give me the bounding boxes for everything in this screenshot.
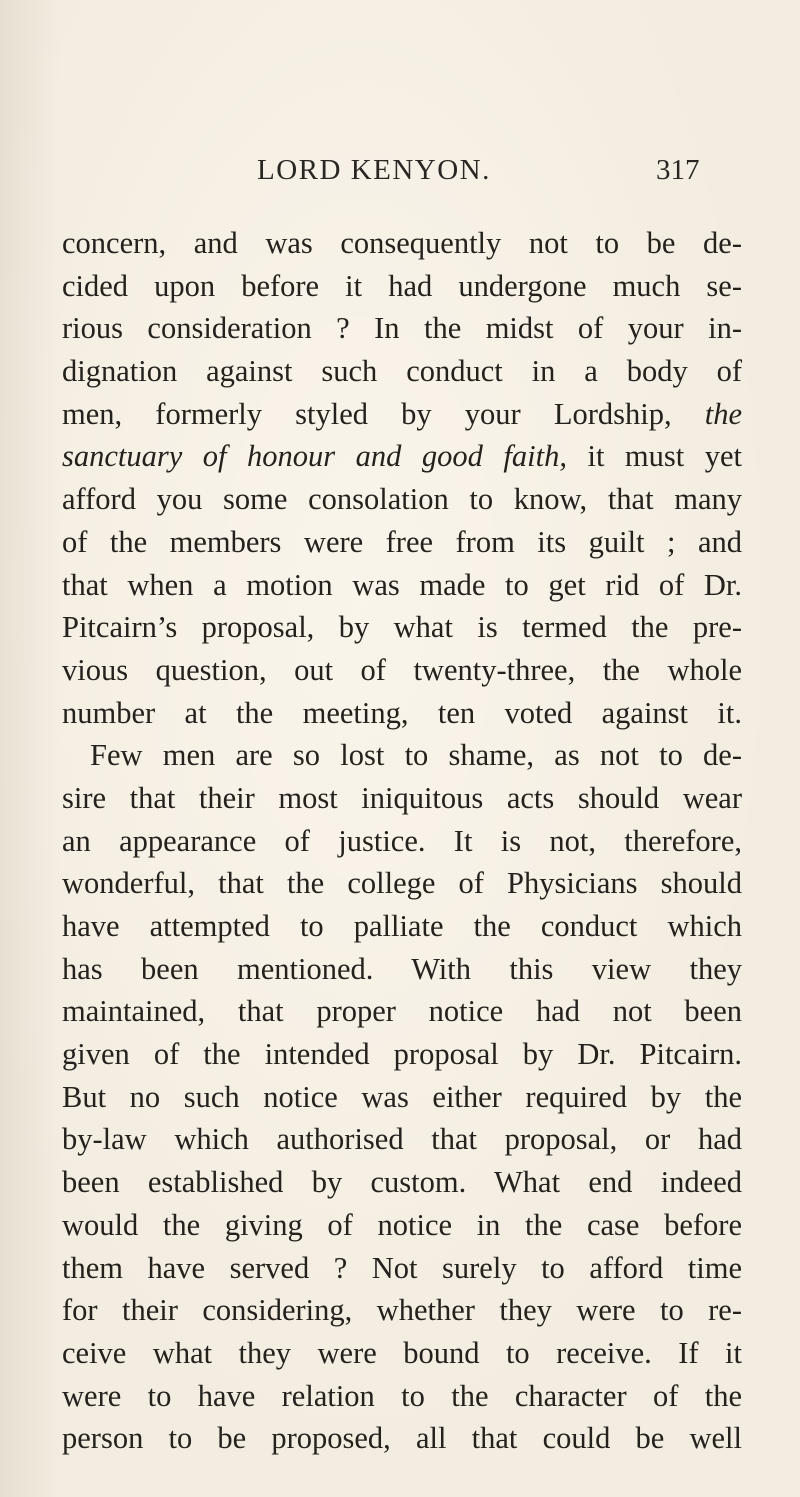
text-line: dignation against such conduct in a body of (62, 354, 742, 389)
text-line: number at the meeting, ten voted against it. (62, 695, 742, 730)
running-head (0, 154, 800, 194)
text-line: by-law which authorised that proposal, or had (62, 1122, 742, 1157)
running-head-title: LORD KENYON. (257, 154, 491, 186)
text-line: But no such notice was either required by the (62, 1079, 742, 1114)
text-line: were to have relation to the character of the (62, 1378, 742, 1413)
text-line: vious question, out of twenty-three, the whole (62, 652, 742, 687)
text-line: has been mentioned. With this view they (62, 951, 742, 986)
text-line: person to be proposed, all that could be well (62, 1421, 742, 1456)
text-line: an appearance of justice. It is not, therefore, (62, 823, 742, 858)
text-line: afford you some consolation to know, that many (62, 482, 742, 517)
text-line: given of the intended proposal by Dr. Pitcairn. (62, 1037, 742, 1072)
text-line: rious consideration ? In the midst of your in- (62, 311, 742, 346)
text-line (62, 393, 742, 436)
page-number: 317 (656, 154, 700, 186)
text-line: of the members were free from its guilt ; and (62, 524, 742, 559)
text-line: maintained, that proper notice had not been (62, 994, 742, 1029)
text-line: ceive what they were bound to receive. If it (62, 1335, 742, 1370)
text-line: been established by custom. What end indeed (62, 1165, 742, 1200)
italic-text: the (704, 396, 743, 431)
text-line: sire that their most iniquitous acts should wear (62, 780, 742, 815)
text-line: Few men are so lost to shame, as not to de- (90, 738, 742, 773)
body-text (62, 222, 742, 1460)
text-line: for their considering, whether they were to re- (62, 1293, 742, 1328)
text-segment: men, formerly styled by your Lordship, (62, 396, 672, 431)
italic-text: sanctuary of honour and good faith, (62, 439, 567, 474)
text-line: that when a motion was made to get rid of Dr. (62, 567, 742, 602)
text-line: concern, and was consequently not to be de- (62, 226, 742, 260)
text-line: would the giving of notice in the case before (62, 1207, 742, 1242)
text-line: cided upon before it had undergone much se- (62, 268, 742, 303)
text-line (62, 435, 742, 478)
text-line: wonderful, that the college of Physicians should (62, 866, 742, 901)
text-line: them have served ? Not surely to afford time (62, 1250, 742, 1285)
text-line: have attempted to palliate the conduct which (62, 909, 742, 943)
text-line: Pitcairn’s proposal, by what is termed the pre- (62, 610, 742, 645)
text-segment: it must yet (587, 439, 743, 474)
